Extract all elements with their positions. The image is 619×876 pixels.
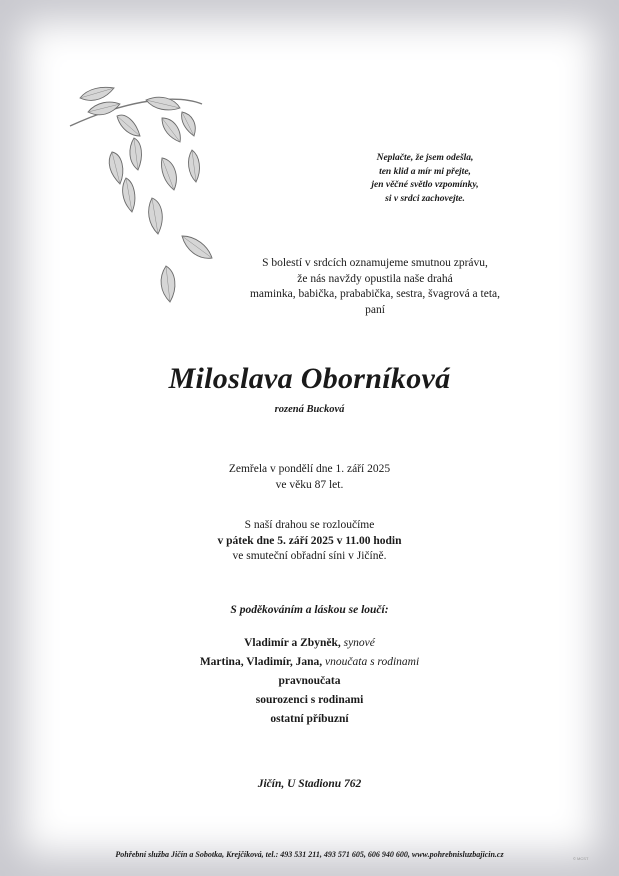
- funeral-place: ve smuteční obřadní síni v Jičíně.: [232, 550, 387, 562]
- announcement-text: [230, 256, 520, 318]
- funeral-intro: S naší drahou se rozloučíme: [244, 519, 375, 531]
- mourners-heading: S poděkováním a láskou se loučí:: [230, 604, 389, 616]
- mourner-row: ostatní příbuzní: [270, 713, 349, 725]
- poem-line: ten klid a mír mi přejte,: [379, 166, 471, 177]
- announcement-line: že nás navždy opustila naše drahá: [297, 272, 453, 285]
- poem-line: si v srdci zachovejte.: [385, 193, 465, 204]
- maiden-name: rozená Bucková: [274, 404, 345, 415]
- mourner-row: [0, 634, 619, 653]
- small-mark: © MCST: [573, 856, 589, 861]
- farewell-poem: [350, 152, 500, 206]
- address: Jičín, U Stadionu 762: [257, 778, 362, 790]
- mourner-row: sourozenci s rodinami: [255, 694, 364, 706]
- mourners-list: [0, 634, 619, 729]
- deceased-name: Miloslava Oborníková: [168, 362, 451, 395]
- death-date: Zemřela v pondělí dne 1. září 2025: [228, 463, 391, 475]
- death-age: ve věku 87 let.: [275, 478, 344, 491]
- falling-leaves-illustration: [62, 78, 242, 318]
- mourner-row: pravnoučata: [278, 675, 341, 687]
- poem-line: Neplačte, že jsem odešla,: [376, 153, 474, 163]
- mourner-names: Vladimír a Zbyněk,: [244, 637, 341, 649]
- mourner-relation: vnoučata s rodinami: [325, 656, 420, 668]
- mourner-relation: synové: [343, 637, 375, 649]
- funeral-datetime: v pátek dne 5. září 2025 v 11.00 hodin: [217, 534, 402, 547]
- funeral-info: [0, 518, 619, 565]
- announcement-line: maminka, babička, prababička, sestra, švagrová a teta,: [249, 288, 501, 300]
- announcement-line: S bolestí v srdcích oznamujeme smutnou zprávu,: [262, 257, 488, 269]
- poem-line: jen věčné světlo vzpomínky,: [371, 180, 479, 190]
- footer-funeral-service: Pohřební služba Jičín a Sobotka, Krejčíková, tel.: 493 531 211, 493 571 605, 606 940 600, www.pohrebnisluzbajicin.cz: [115, 850, 504, 859]
- announcement-line: paní: [365, 303, 385, 316]
- death-info: [0, 462, 619, 493]
- mourner-row: [0, 653, 619, 672]
- mourner-names: Martina, Vladimír, Jana,: [199, 656, 323, 668]
